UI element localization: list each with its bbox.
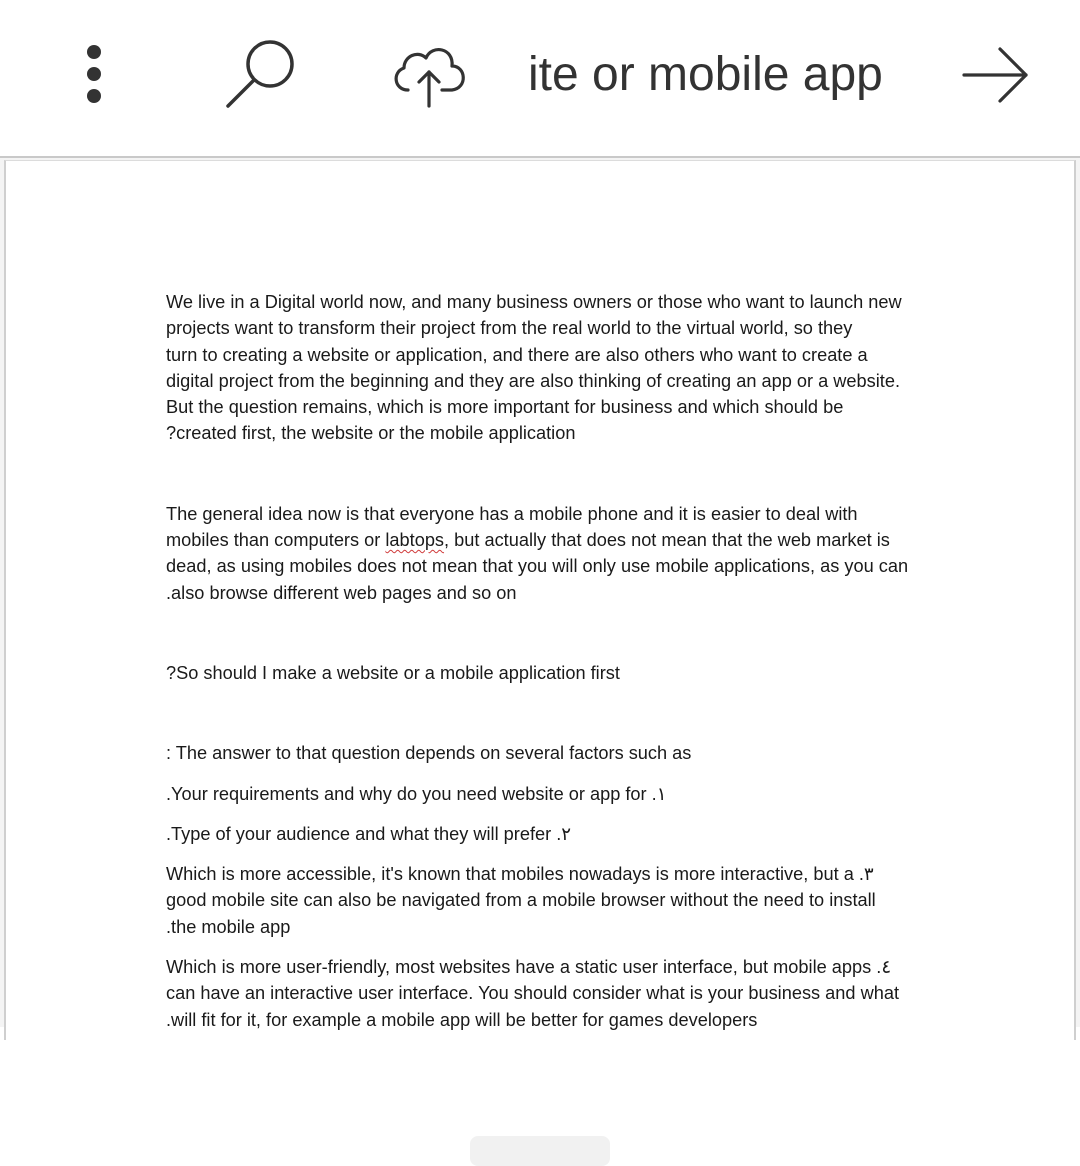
list-item: Which is more user-friendly, most websites have a static user interface, but mobile apps .٤	[166, 957, 892, 978]
search-button[interactable]	[220, 34, 304, 114]
paragraph-line: The general idea now is that everyone has a mobile phone and it is easier to deal with	[166, 503, 858, 524]
document-title: ite or mobile app	[528, 48, 883, 101]
paragraph-line: But the question remains, which is more important for business and which should be	[166, 397, 844, 418]
cloud-upload-icon	[386, 38, 472, 110]
paragraph-line	[166, 527, 926, 553]
forward-button[interactable]	[956, 40, 1036, 110]
paragraph-line: .also browse different web pages and so on	[166, 582, 517, 603]
toolbar	[0, 0, 1080, 158]
paragraph-line: digital project from the beginning and they are also thinking of creating an app or a website.	[166, 370, 901, 391]
more-vertical-icon	[79, 39, 109, 109]
more-options-button[interactable]	[66, 36, 122, 112]
text-run: , but actually that does not mean that the web market is	[444, 530, 890, 551]
paragraph-line: We live in a Digital world now, and many business owners or those who want to launch new	[166, 292, 902, 312]
watermark-overlay	[470, 1136, 610, 1166]
list-item-continuation: .will fit for it, for example a mobile app will be better for games developers	[166, 1009, 758, 1030]
list-item: .Type of your audience and what they will prefer .٢	[166, 823, 572, 844]
list-item-continuation: can have an interactive user interface. You should consider what is your business and what	[166, 983, 899, 1004]
misspelled-word[interactable]: labtops	[385, 530, 445, 551]
paragraph-line: ?So should I make a website or a mobile application first	[166, 662, 620, 683]
paragraph-line: projects want to transform their project from the real world to the virtual world, so they	[166, 318, 853, 339]
document-page[interactable]	[4, 160, 1076, 1040]
upload-button[interactable]	[386, 38, 472, 110]
list-item: .Your requirements and why do you need website or app for .١	[166, 783, 667, 804]
list-item-continuation: good mobile site can also be navigated from a mobile browser without the need to install	[166, 890, 876, 911]
list-item: Which is more accessible, it's known that mobiles nowadays is more interactive, but a .٣	[166, 864, 874, 885]
search-icon	[220, 34, 304, 114]
text-run: mobiles than computers or	[166, 530, 386, 551]
paragraph-line: turn to creating a website or application, and there are also others who want to create a	[166, 344, 868, 365]
paragraph-line: dead, as using mobiles does not mean that you will only use mobile applications, as you can	[166, 556, 909, 577]
list-item-continuation: .the mobile app	[166, 916, 291, 937]
arrow-right-icon	[956, 40, 1036, 110]
document-body	[166, 289, 926, 1033]
document-viewport[interactable]	[0, 158, 1080, 1030]
paragraph-line: : The answer to that question depends on several factors such as	[166, 743, 692, 764]
paragraph-line: ?created first, the website or the mobile application	[166, 423, 576, 444]
